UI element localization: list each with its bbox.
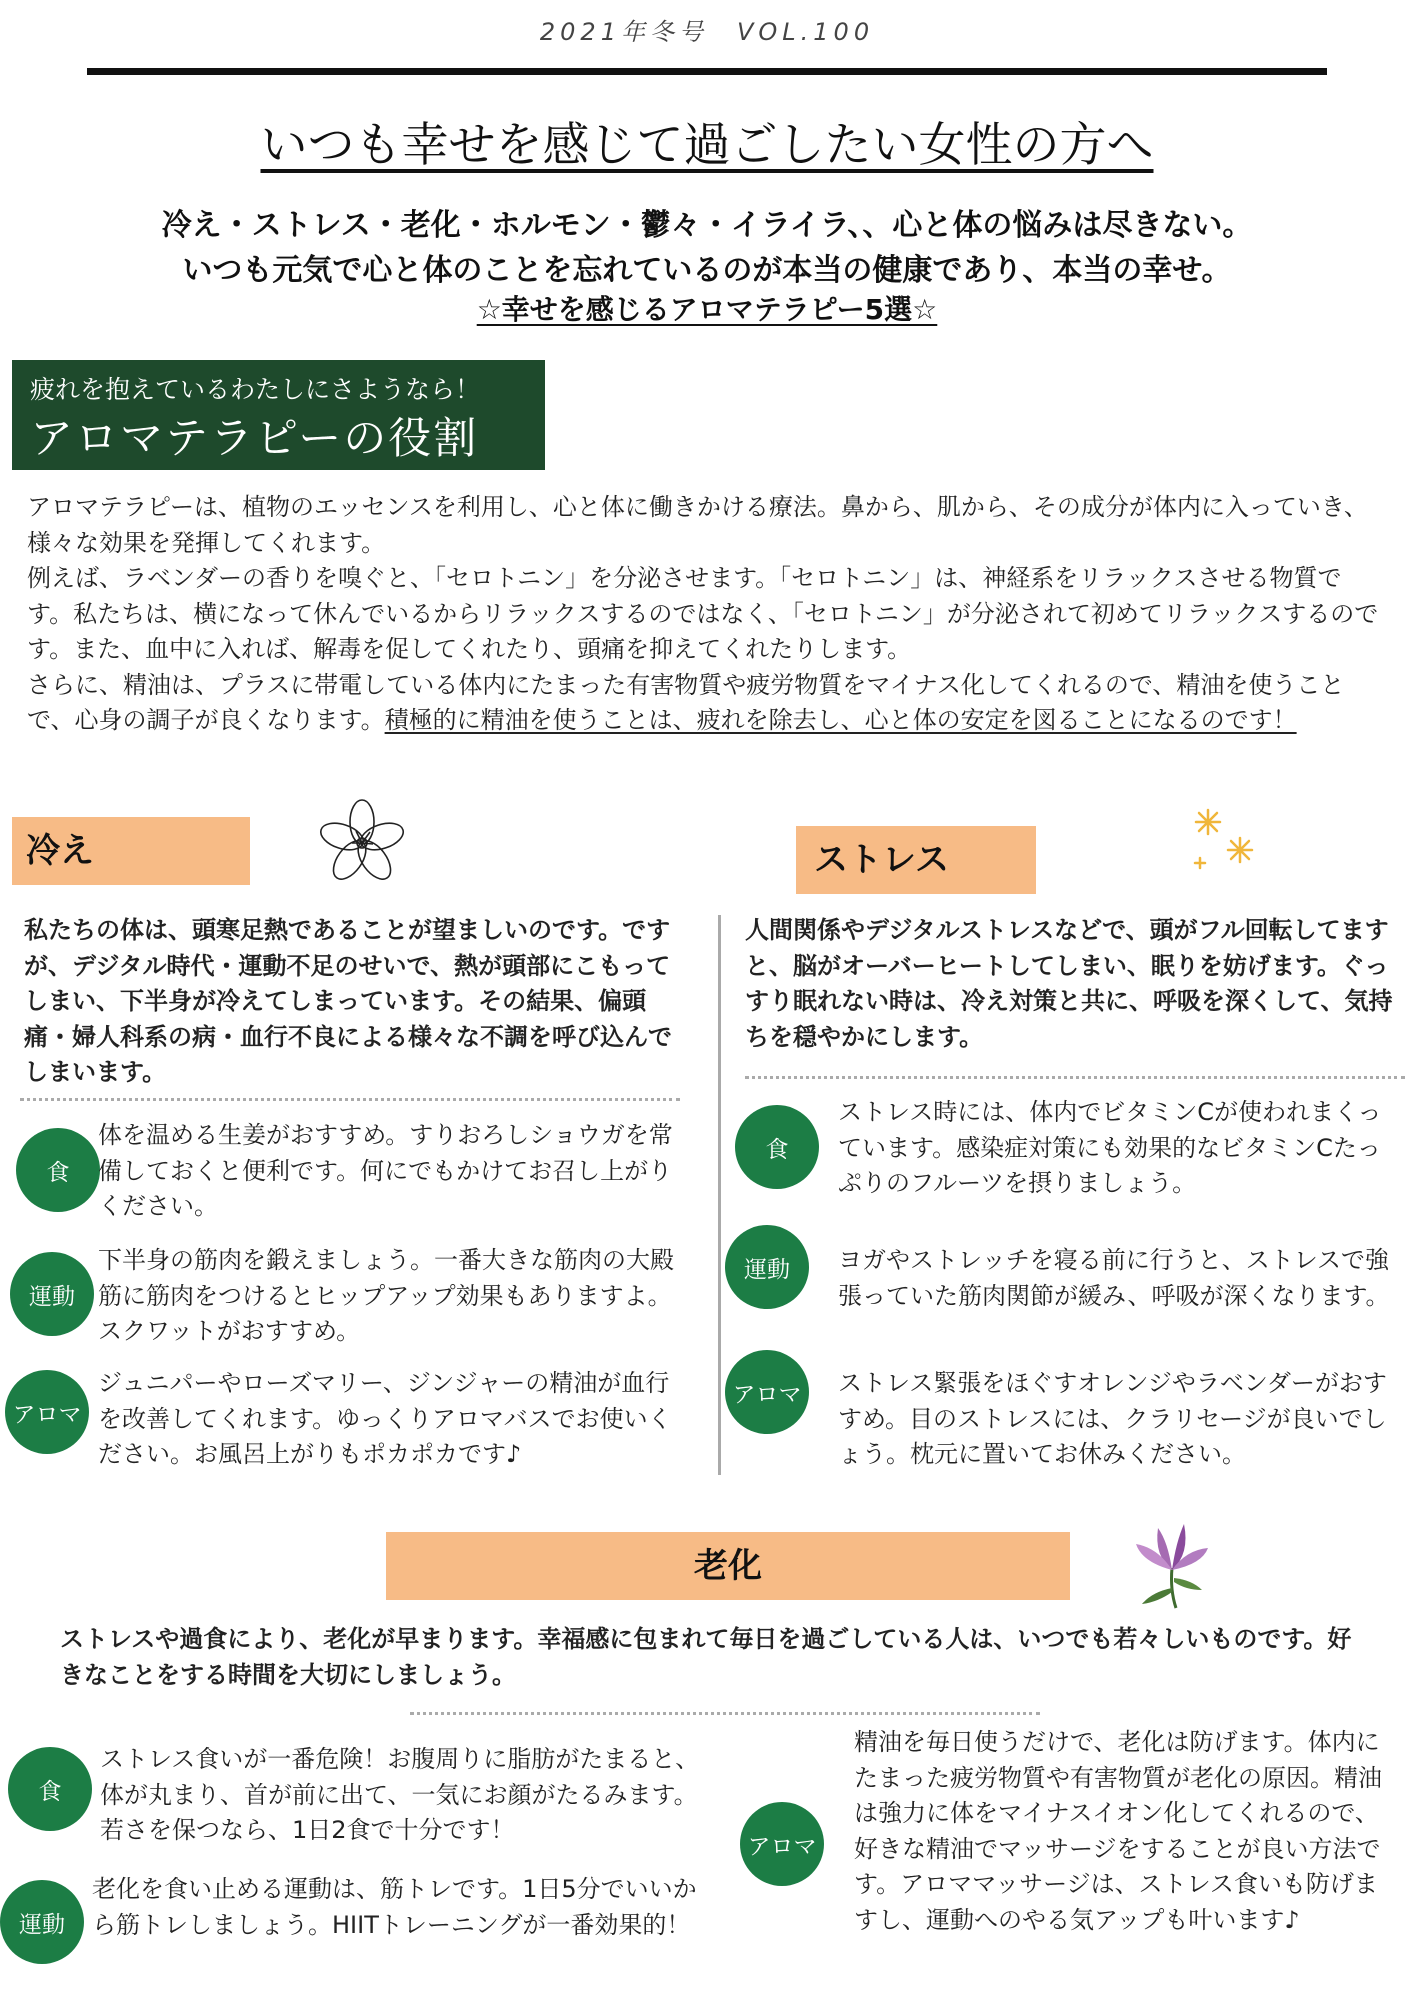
hie-exercise-badge: 運動 <box>10 1252 94 1336</box>
page-title: いつも幸せを感じて過ごしたい女性の方へ <box>260 118 1154 173</box>
intro-paragraph-2: 例えば、ラベンダーの香りを嗅ぐと、「セロトニン」を分泌させます。「セロトニン」は、神経系をリラックスさせる物質です。私たちは、横になって休んでいるからリラックスするのではなく、「セロトニン」が分泌されて初めてリラックスするのです。また、血中に入れば、解毒を促してくれたり、頭痛を抑えてくれたりします。 <box>27 564 1379 663</box>
hie-aroma-badge: アロマ <box>5 1370 89 1454</box>
section-heading-hie: 冷え <box>12 817 250 885</box>
lead-line-1: 冷え・ストレス・老化・ホルモン・鬱々・イライラ、、心と体の悩みは尽きない。 <box>161 208 1253 243</box>
issue-label: 2021年冬号 VOL.100 <box>539 18 875 46</box>
hie-food-text: 体を温める生姜がおすすめ。すりおろしショウガを常備しておくと便利です。何にでもかけてお召し上がりください。 <box>98 1121 673 1220</box>
aging-aroma-text: 精油を毎日使うだけで、老化は防げます。体内にたまった疲労物質や有害物質が老化の原因。精油は強力に体をマイナスイオン化してくれるので、好きな精油でマッサージをすることが良い方法です。アロママッサージは、ストレス食いも防げますし、運動へのやる気アップも叶います♪ <box>854 1728 1382 1934</box>
hie-aroma-text: ジュニパーやローズマリー、ジンジャーの精油が血行を改善してくれます。ゆっくりアロマバスでお使いください。お風呂上がりもポカポカです♪ <box>98 1369 672 1468</box>
aging-lead: ストレスや過食により、老化が早まります。幸福感に包まれて毎日を過ごしている人は、いつでも若々しいものです。好きなことをする時間を大切にしましょう。 <box>60 1625 1352 1689</box>
aging-aroma-badge: アロマ <box>740 1802 824 1886</box>
aging-food-text: ストレス食いが一番危険！お腹周りに脂肪がたまると、体が丸まり、首が前に出て、一気にお顔がたるみます。若さを保つなら、1日2食で十分です！ <box>100 1745 700 1844</box>
hie-food-badge: 食 <box>16 1128 100 1212</box>
intro-paragraph-3-text: さらに、精油は、プラスに帯電している体内にたまった有害物質や疲労物質をマイナス化してくれるので、精油を使うことで、心身の調子が良くなります。 <box>27 670 1345 734</box>
stress-aroma-badge: アロマ <box>725 1350 809 1434</box>
lead-line-2: いつも元気で心と体のことを忘れているのが本当の健康であり、本当の幸せ。 <box>182 253 1232 288</box>
flower-sketch-icon <box>312 797 412 893</box>
hie-exercise-text: 下半身の筋肉を鍛えましょう。一番大きな筋肉の大殿筋に筋肉をつけるとヒップアップ効果もありますよ。スクワットがおすすめ。 <box>98 1246 674 1345</box>
intro-paragraph-3-emphasis: 積極的に精油を使うことは、疲れを除去し、心と体の安定を図ることになるのです！ <box>384 706 1297 734</box>
aging-divider <box>410 1712 1040 1715</box>
stress-divider <box>745 1076 1405 1079</box>
intro-heading: アロマテラピーの役割 <box>30 414 479 464</box>
stress-aroma-text: ストレス緊張をほぐすオレンジやラベンダーがおすすめ。目のストレスには、クラリセージが良いでしょう。枕元に置いてお休みください。 <box>838 1369 1387 1468</box>
intro-heading-box <box>12 360 545 470</box>
section-heading-aging: 老化 <box>386 1532 1070 1600</box>
intro-kicker: 疲れを抱えているわたしにさようなら！ <box>30 375 481 404</box>
stress-exercise-text: ヨガやストレッチを寝る前に行うと、ストレスで強張っていた筋肉関節が緩み、呼吸が深くなります。 <box>838 1246 1390 1310</box>
intro-paragraph-3 <box>27 668 1387 739</box>
intro-paragraph-1: アロマテラピーは、植物のエッセンスを利用し、心と体に働きかける療法。鼻から、肌から、その成分が体内に入っていき、様々な効果を発揮してくれます。 <box>27 493 1368 557</box>
purple-flower-icon <box>1132 1518 1212 1614</box>
aging-food-badge: 食 <box>8 1747 92 1831</box>
intro-text <box>27 490 1387 739</box>
stress-lead: 人間関係やデジタルストレスなどで、頭がフル回転してますと、脳がオーバーヒートしてしまい、眠りを妨げます。ぐっすり眠れない時は、冷え対策と共に、呼吸を深くして、気持ちを穏やかにします。 <box>745 916 1393 1051</box>
section-heading-stress: ストレス <box>796 826 1036 894</box>
hie-lead: 私たちの体は、頭寒足熱であることが望ましいのです。ですが、デジタル時代・運動不足のせいで、熱が頭部にこもってしまい、下半身が冷えてしまっています。その結果、偏頭痛・婦人科系の病・血行不良による様々な不調を呼び込んでしまいます。 <box>24 916 672 1086</box>
sparkle-flowers-icon <box>1190 806 1260 880</box>
stress-food-text: ストレス時には、体内でビタミンCが使われまくっています。感染症対策にも効果的なビタミンCたっぷりのフルーツを摂りましょう。 <box>838 1098 1382 1197</box>
stress-food-badge: 食 <box>735 1105 819 1189</box>
header-rule <box>87 68 1327 75</box>
hie-divider <box>20 1098 680 1101</box>
aging-exercise-text: 老化を食い止める運動は、筋トレです。1日5分でいいから筋トレしましょう。HIITトレーニングが一番効果的！ <box>92 1875 697 1939</box>
lead-line-3: ☆幸せを感じるアロマテラピー5選☆ <box>476 293 938 326</box>
stress-exercise-badge: 運動 <box>725 1225 809 1309</box>
aging-exercise-badge: 運動 <box>0 1880 84 1964</box>
column-divider <box>718 915 721 1475</box>
